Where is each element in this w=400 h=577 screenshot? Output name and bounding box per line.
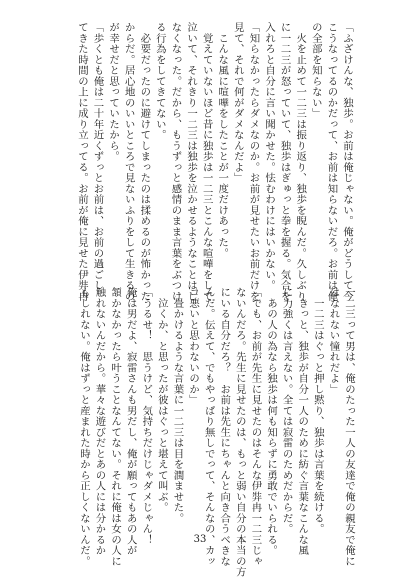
text-line: 「知らなかったらダメなのか。お前が見せたいお前だけを (247, 22, 260, 302)
text-line: にいる自分だろ？ お前は先生にちゃんと向き合うべきな (218, 287, 231, 567)
text-line: てきた時間の上に成り立ってる。お前が俺に見せた伊弉冉 (75, 22, 88, 302)
text-line: 泣くか、と思ったが彼はぐっと堪えて叫ぶ。 (155, 287, 168, 513)
text-line: はなれない憧れだよ」 (327, 287, 340, 395)
text-block-upper (73, 22, 354, 302)
text-line: あの人の為なら独歩は何も知らずに勇敢でいられる。 (265, 287, 278, 556)
text-line: に一二三が怒っていて、独歩はぎゅっと拳を握る。気合を (278, 22, 291, 302)
text-line: 一二三って男は、俺のたった一人の友達で俺の親友で俺に (343, 287, 355, 567)
text-line: る行為をしてきてない。 (153, 22, 166, 141)
text-line: 「ふざけんな、独歩。お前は俺じゃない。俺がどうして今 (341, 22, 353, 302)
text-line: なくなった。だから、もうずっと感情のまま言葉をぶつけ (169, 22, 182, 302)
text-line: 「うるせ！ 思うけど、気持ちだけじゃダメじゃん！ (140, 287, 153, 545)
text-line: コ悪いと思わないのか」 (187, 287, 200, 406)
text-line: が幸せだと思っていたから。 (107, 22, 120, 162)
text-line: 覚えていないほど昔に独歩は一二三とこんな喧嘩をして (200, 22, 213, 302)
text-line: 「でも、お前が先生に見せたのはそんな伊弉冉一二三じゃ (249, 287, 262, 567)
text-line: 入れろと自分に言い聞かせた。怯むわけにはいかない。 (263, 22, 276, 291)
page-number: 33 (193, 534, 207, 545)
text-line: 見て、それで何がダメなんだよ」 (231, 22, 244, 184)
text-line: 畳かけるような言葉に一二三は目を潤ませた。 (171, 287, 184, 524)
text-line: 「歩くとも俺は二十年近くずっとお前は、お前の過ごし (91, 22, 104, 291)
text-line: に力強くは言えない。全ては寂雷のためだからだ。 (280, 287, 293, 535)
text-line: からだ。居心地のいいところで見ないふりをして生きるの (122, 22, 135, 302)
text-line: 触れないんだから。華々な遊びだとあの人には分かるか (93, 287, 106, 556)
text-line: 俺は男だよ、寂雷さんも男だし、俺が願ってもあの人が (124, 287, 137, 556)
text-line: こうなってるのかだって、お前は知らないだろ。お前は俺 (325, 22, 338, 302)
text-line: んだ。伝えて、でもやっぱり無しでって、そんなの、カッ (202, 287, 215, 567)
text-line: ないんだろ。先生に見せたのは、もっと弱い自分の本当の方 (233, 287, 246, 577)
text-line: の全部を知らない」 (309, 22, 322, 119)
text-line: もしれない。俺はずっと産まれた時から正しくないんだ。 (77, 287, 90, 567)
text-line: 泣いて、それきり一二三は独歩を泣かせるようなことはし (185, 22, 198, 302)
text-line: 火を止めて一二三は振り返り、独歩を睨んだ。久しぶり (294, 22, 307, 302)
text-line: きっと、独歩が自分一人のために紡ぐ言葉なこんな風 (296, 287, 309, 556)
text-line: 一二三はぐっと押し黙り、独歩は言葉を続ける。 (311, 287, 324, 535)
text-line: こんな風に喧嘩をしたことが一度だけあった。 (216, 22, 229, 259)
text-line: 必要だったのに避けてしまったのは揉めるのが怖かった (138, 22, 151, 302)
text-line: 頷かなかったら叶うことなんてない。それに俺は女の人に (109, 287, 122, 567)
